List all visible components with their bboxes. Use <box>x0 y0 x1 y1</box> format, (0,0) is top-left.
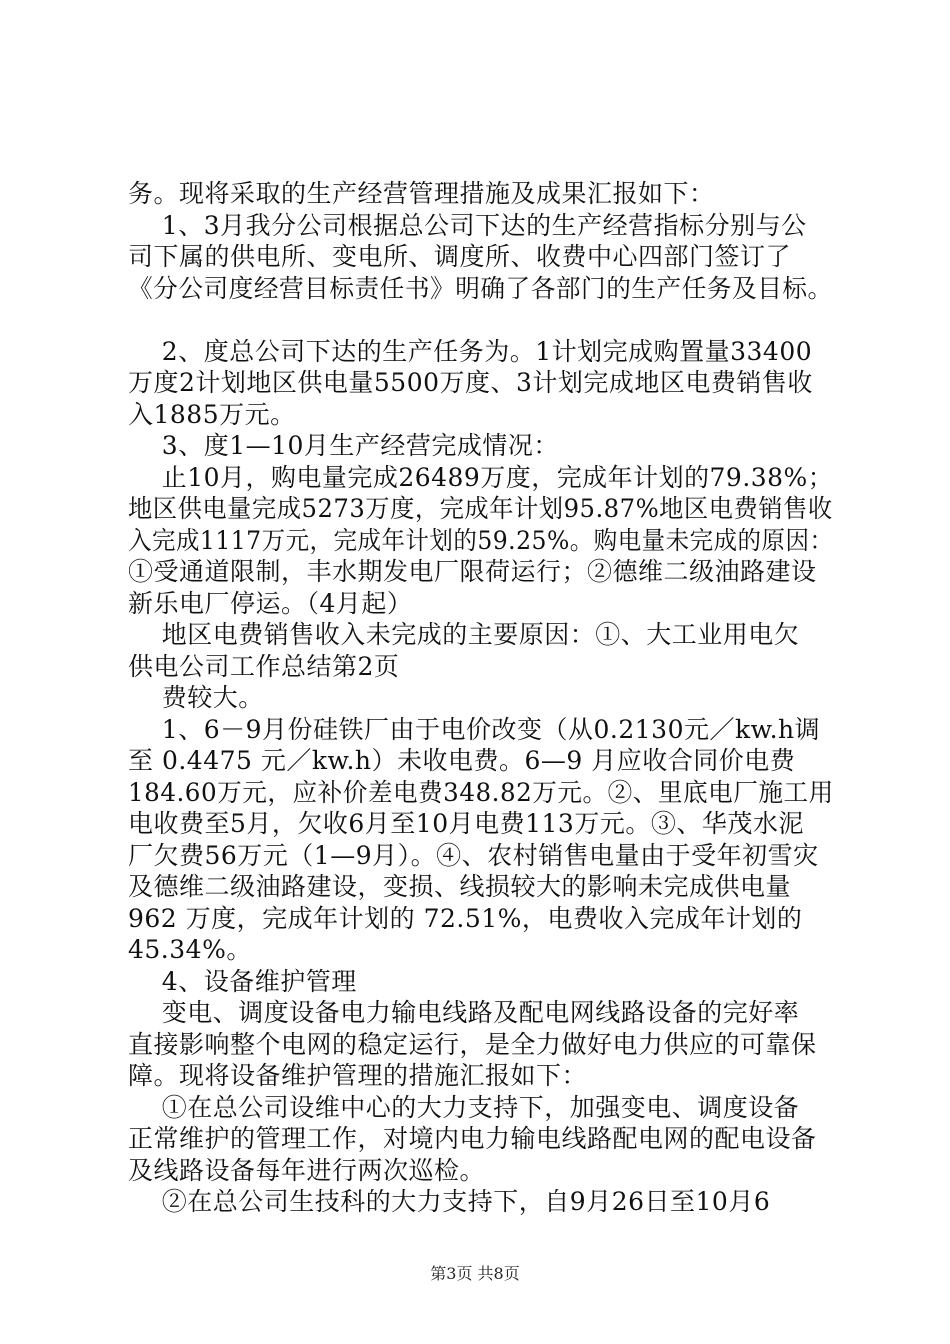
text-line: 184.60万元，应补价差电费348.82万元。②、里底电厂施工用 <box>128 777 834 807</box>
page-footer: 第3页 共8页 <box>430 1264 520 1283</box>
blank-line <box>128 304 833 336</box>
text-line: 《分公司度经营目标责任书》明确了各部门的生产任务及目标。 <box>128 273 833 303</box>
text-line: 费较大。 <box>128 683 264 712</box>
text-line: 4、设备维护管理 <box>128 966 357 996</box>
text-line: 1、6－9月份硅铁厂由于电价改变（从0.2130元／kw.h调 <box>128 714 821 744</box>
text-line: 万度2计划地区供电量5500万度、3计划完成地区电费销售收 <box>128 368 813 397</box>
text-line: 至 0.4475 元／kw.h）未收电费。6—9 月应收合同价电费 <box>128 746 796 775</box>
text-line: 入1885万元。 <box>128 399 296 429</box>
text-line: 45.34%。 <box>128 935 252 964</box>
text-line: 新乐电厂停运。（4月起） <box>128 588 413 618</box>
document-body <box>128 178 833 1218</box>
text-line: 1、3月我分公司根据总公司下达的生产经营指标分别与公 <box>128 210 807 240</box>
text-line: 及德维二级油路建设，变损、线损较大的影响未完成供电量 <box>128 872 792 901</box>
text-line: 入完成1117万元，完成年计划的59.25%。购电量未完成的原因： <box>128 525 834 555</box>
text-line: 地区电费销售收入未完成的主要原因：①、大工业用电欠 <box>128 620 800 649</box>
text-line: 3、度1—10月生产经营完成情况： <box>128 431 559 460</box>
text-line: 962 万度，完成年计划的 72.51%，电费收入完成年计划的 <box>128 903 803 933</box>
text-line: 正常维护的管理工作，对境内电力输电线路配电网的配电设备 <box>128 1124 817 1153</box>
text-line: 直接影响整个电网的稳定运行，是全力做好电力供应的可靠保 <box>128 1029 817 1059</box>
text-line: ①受通道限制，丰水期发电厂限荷运行；②德维二级油路建设 <box>128 557 817 586</box>
text-line: ①在总公司设维中心的大力支持下，加强变电、调度设备 <box>128 1092 800 1122</box>
text-line: 司下属的供电所、变电所、调度所、收费中心四部门签订了 <box>128 242 792 271</box>
text-line: 障。现将设备维护管理的措施汇报如下： <box>128 1061 588 1090</box>
text-line: 2、度总公司下达的生产任务为。1计划完成购置量33400 <box>128 336 813 366</box>
text-line: 止10月，购电量完成26489万度，完成年计划的79.38%； <box>128 462 834 492</box>
text-line: ②在总公司生技科的大力支持下，自9月26日至10月6 <box>128 1187 771 1216</box>
text-line: 供电公司工作总结第2页 <box>128 651 400 681</box>
text-line: 电收费至5月，欠收6月至10月电费113万元。③、华茂水泥 <box>128 809 804 838</box>
text-line: 厂欠费56万元（1—9月）。④、农村销售电量由于受年初雪灾 <box>128 840 819 870</box>
text-line: 及线路设备每年进行两次巡检。 <box>128 1155 486 1185</box>
text-line: 变电、调度设备电力输电线路及配电网线路设备的完好率 <box>128 998 800 1027</box>
text-line: 务。现将采取的生产经营管理措施及成果汇报如下： <box>128 179 715 208</box>
text-line: 地区供电量完成5273万度，完成年计划95.87%地区电费销售收 <box>128 494 833 523</box>
